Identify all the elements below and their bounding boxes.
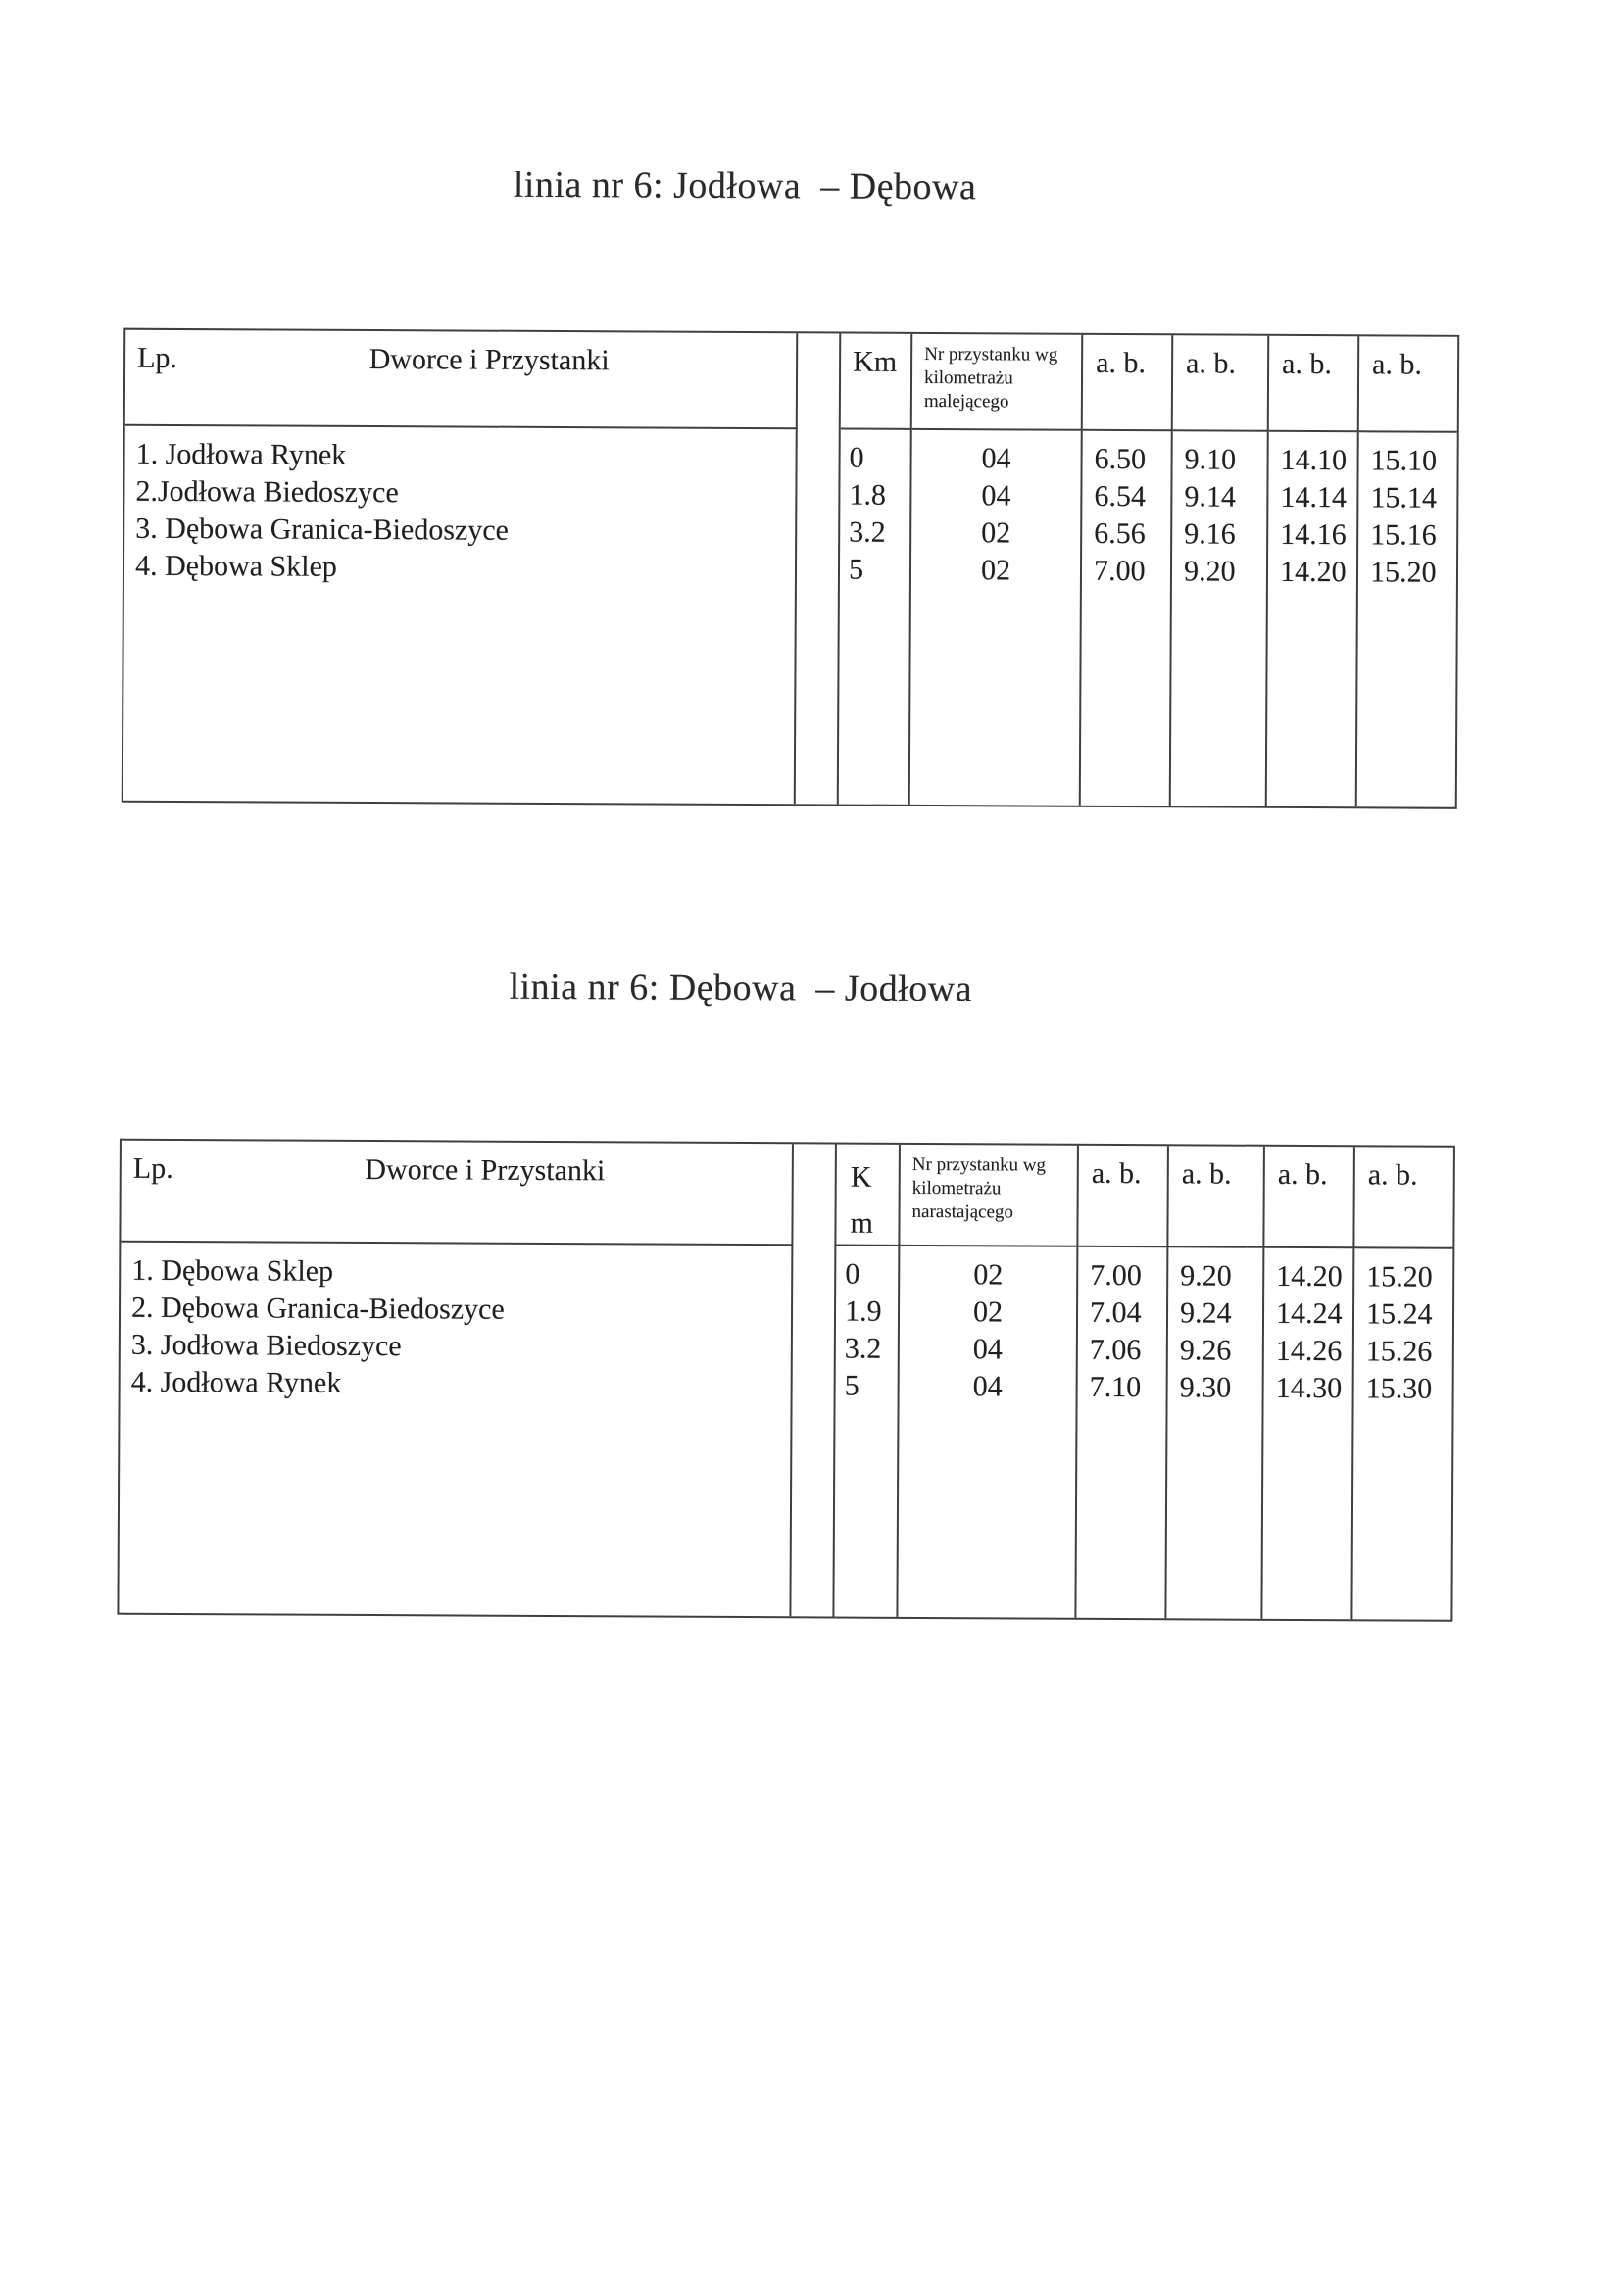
time-value: 9.20 (1180, 1259, 1232, 1293)
header-time-col-3: a. b. (1269, 336, 1360, 432)
time-value: 6.50 (1094, 442, 1147, 476)
km-column (839, 430, 912, 805)
header-time-col-3: a. b. (1264, 1147, 1355, 1248)
time-column-1 (1076, 1247, 1168, 1618)
time-value: 14.16 (1280, 517, 1347, 552)
route-title-outbound: linia nr 6: Jodłowa – Dębowa (513, 164, 977, 209)
time-value: 14.20 (1276, 1259, 1343, 1294)
header-gap-column (793, 1144, 837, 1246)
stop-number-value: 02 (981, 516, 1011, 550)
header-gap-column (798, 333, 842, 429)
header-time-col-1: a. b. (1083, 335, 1174, 431)
time-value: 9.16 (1184, 517, 1236, 551)
header-stop-number: Nr przystanku wg kilometrażu malejącego (912, 334, 1084, 431)
time-value: 7.06 (1089, 1333, 1142, 1367)
header-time-col-4: a. b. (1354, 1147, 1453, 1249)
time-value: 9.26 (1179, 1334, 1232, 1367)
time-value: 14.24 (1275, 1296, 1343, 1331)
time-value: 14.20 (1279, 555, 1347, 589)
time-value: 14.10 (1280, 443, 1348, 477)
time-value: 6.54 (1094, 479, 1146, 513)
timetable-return (117, 1139, 1455, 1622)
km-value: 0 (845, 1257, 860, 1291)
stop-number-value: 02 (980, 554, 1011, 587)
time-column-2 (1166, 1247, 1264, 1619)
stop-name: 2. Dębowa Granica-Biedoszyce (130, 1291, 505, 1326)
stop-name: 1. Jodłowa Rynek (135, 437, 347, 471)
header-stops-cell (125, 330, 799, 430)
stop-name: 2.Jodłowa Biedoszyce (135, 474, 399, 510)
time-value: 15.24 (1365, 1297, 1433, 1331)
time-value: 14.30 (1275, 1371, 1343, 1405)
km-value: 1.9 (844, 1295, 882, 1328)
stops-column (123, 426, 798, 805)
header-km-label: Km (850, 1160, 873, 1240)
header-km-label: Km (853, 345, 898, 378)
time-value: 9.30 (1179, 1371, 1232, 1404)
time-value: 15.30 (1365, 1372, 1433, 1405)
stop-name: 4. Dębowa Sklep (134, 549, 337, 583)
stop-number-value: 04 (981, 479, 1011, 513)
time-value: 15.14 (1370, 481, 1437, 514)
header-lp: Lp. (132, 1151, 173, 1185)
time-value: 14.26 (1275, 1334, 1343, 1368)
gap-column (796, 429, 841, 804)
timetable-outbound (122, 328, 1460, 809)
km-value: 1.8 (849, 478, 886, 512)
time-value: 15.16 (1370, 518, 1437, 552)
header-time-col-2: a. b. (1168, 1146, 1265, 1248)
time-value: 15.20 (1369, 556, 1437, 589)
header-km (841, 334, 913, 430)
time-column-4 (1357, 432, 1457, 807)
km-value: 0 (849, 441, 864, 474)
stop-number-column (910, 430, 1083, 806)
header-km (836, 1145, 901, 1246)
stop-number-value: 04 (972, 1333, 1003, 1366)
time-column-3 (1267, 432, 1359, 806)
km-value: 3.2 (849, 515, 886, 549)
km-value: 3.2 (844, 1332, 882, 1365)
header-time-col-4: a. b. (1359, 336, 1458, 433)
time-value: 15.20 (1366, 1260, 1433, 1294)
stop-name: 1. Dębowa Sklep (131, 1253, 334, 1288)
time-column-1 (1081, 431, 1173, 806)
header-time-col-2: a. b. (1173, 335, 1270, 432)
km-column (834, 1246, 900, 1617)
route-title-return: linia nr 6: Dębowa – Jodłowa (509, 965, 973, 1010)
time-column-2 (1171, 431, 1269, 806)
stop-name: 3. Dębowa Granica-Biedoszyce (135, 512, 509, 547)
time-value: 6.56 (1094, 516, 1146, 551)
stop-name: 4. Jodłowa Rynek (130, 1365, 342, 1399)
time-column-4 (1352, 1248, 1452, 1620)
header-stops-cell (121, 1141, 794, 1246)
time-value: 7.00 (1090, 1258, 1142, 1293)
time-value: 7.10 (1089, 1370, 1142, 1404)
time-value: 9.10 (1184, 443, 1237, 476)
stop-number-column (898, 1246, 1078, 1618)
header-stops-label: Dworce i Przystanki (365, 1152, 606, 1188)
time-value: 7.00 (1093, 554, 1146, 588)
time-value: 7.04 (1089, 1295, 1142, 1330)
stop-number-value: 02 (972, 1295, 1004, 1329)
stops-column (119, 1243, 793, 1617)
header-stop-number: Nr przystanku wg kilometrażu narastającego (900, 1145, 1079, 1247)
km-value: 5 (848, 553, 864, 586)
time-value: 9.20 (1183, 555, 1236, 588)
stop-number-value: 04 (972, 1370, 1003, 1403)
stop-number-value: 04 (981, 442, 1011, 475)
header-lp: Lp. (137, 341, 178, 374)
header-stops-label: Dworce i Przystanki (368, 342, 610, 377)
time-value: 14.14 (1280, 480, 1347, 514)
header-time-col-1: a. b. (1078, 1146, 1169, 1247)
km-value: 5 (844, 1369, 859, 1402)
stop-name: 3. Jodłowa Biedoszyce (130, 1328, 402, 1363)
time-column-3 (1262, 1248, 1354, 1619)
time-value: 9.24 (1179, 1296, 1232, 1330)
time-value: 9.14 (1184, 480, 1236, 513)
stop-number-value: 02 (973, 1258, 1004, 1292)
gap-column (791, 1246, 836, 1616)
time-value: 15.26 (1365, 1335, 1433, 1368)
time-value: 15.10 (1370, 444, 1438, 477)
